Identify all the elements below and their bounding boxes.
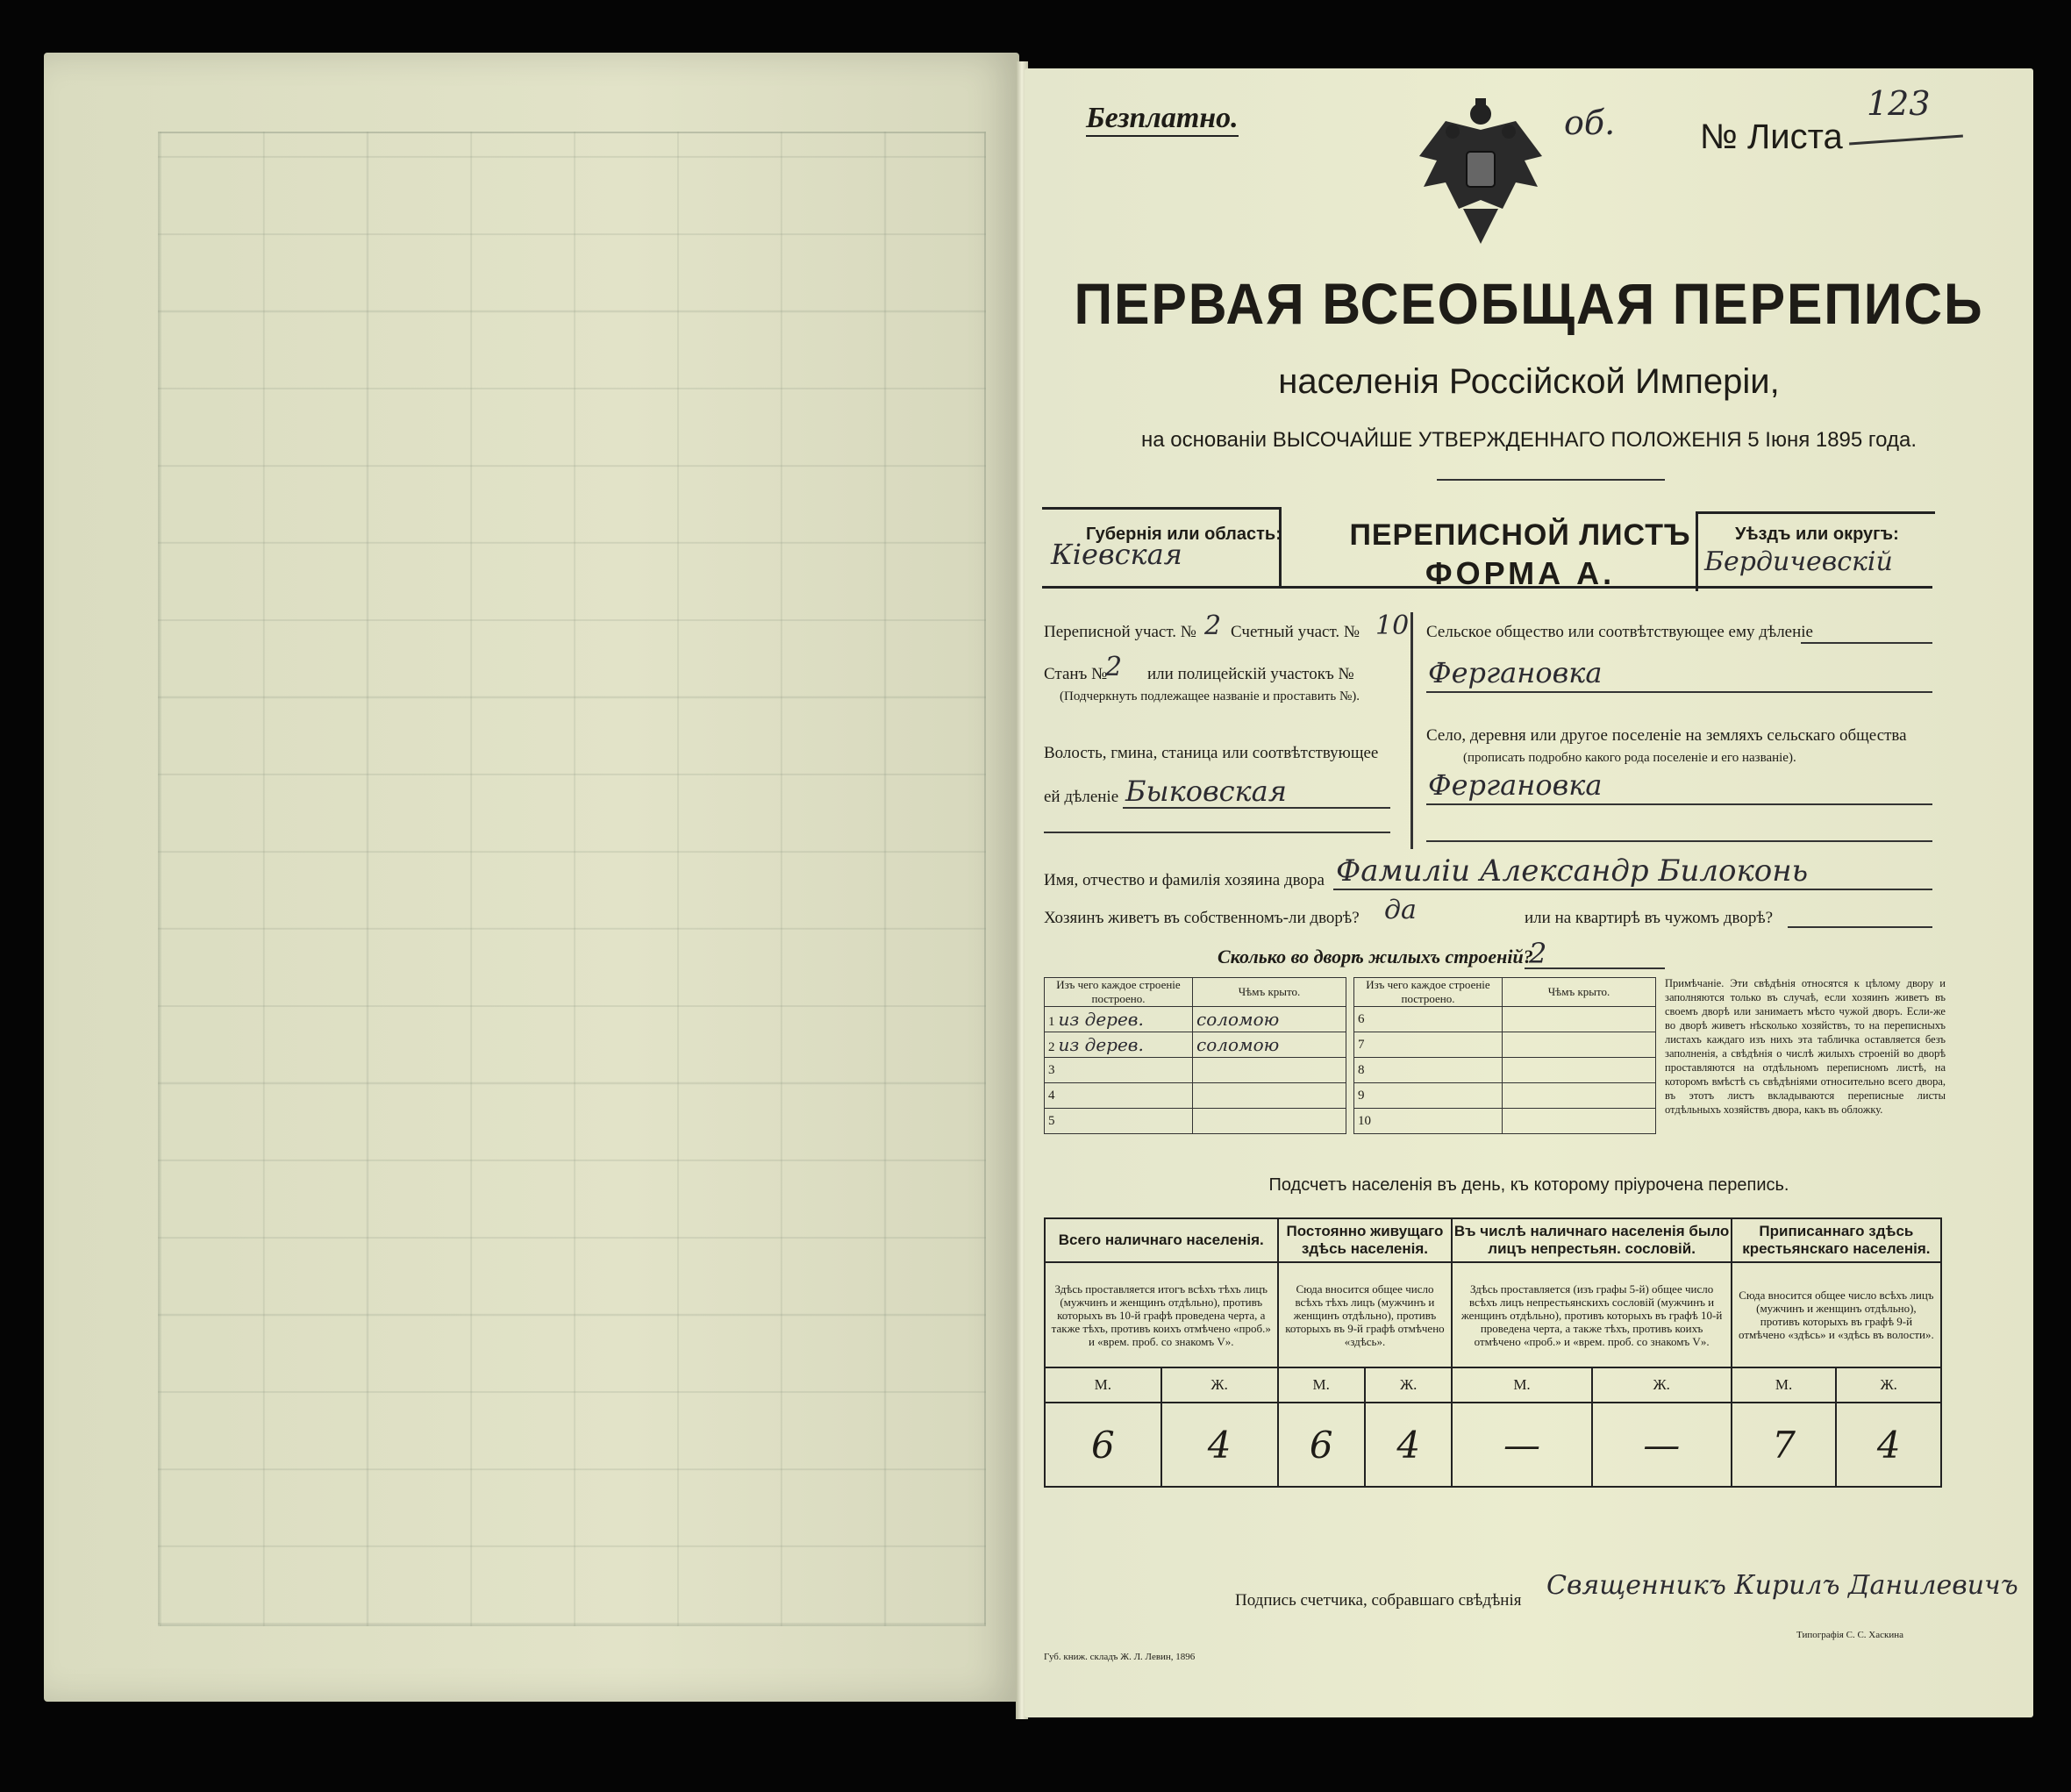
pop-registered-female: 4 bbox=[1836, 1403, 1941, 1487]
gubernia-label: Губернія или область: bbox=[1086, 525, 1282, 544]
signature-value: Священникъ Кирилъ Данилевичъ bbox=[1546, 1570, 2018, 1601]
pop-col-desc: Сюда вносится общее число всѣхъ лицъ (мужчинъ и женщинъ отдѣльно), противъ которыхъ въ графѣ 9-й отмѣчено «здѣсь» и «здѣсь въ волости». bbox=[1732, 1262, 1941, 1367]
sheet-number-handwritten: 123 bbox=[1867, 84, 1931, 123]
pop-resident-female: 4 bbox=[1365, 1403, 1452, 1487]
census-basis-line: на основаніи ВЫСОЧАЙШЕ УТВЕРЖДЕННАГО ПОЛОЖЕНІЯ 5 Іюня 1895 года. bbox=[1140, 428, 1917, 452]
housing-table-right bbox=[1353, 977, 1656, 1134]
pop-col-title: Въ числѣ наличнаго населенія было лицъ непрестьян. сословій. bbox=[1452, 1218, 1731, 1262]
pop-nonpeasant-male: — bbox=[1452, 1403, 1591, 1487]
housing-material: из дерев. bbox=[1058, 1009, 1144, 1030]
free-label: Безплатно. bbox=[1086, 102, 1239, 137]
owner-lives-label-2: или на квартирѣ въ чужомъ дворѣ? bbox=[1525, 909, 1774, 927]
male-label: М. bbox=[1452, 1367, 1591, 1403]
signature-label: Подпись счетчика, собравшаго свѣдѣнія bbox=[1235, 1591, 1522, 1610]
pop-col-desc: Здѣсь проставляется (изъ графы 5-й) общее число всѣхъ лицъ непрестьянскихъ сословій (мужчинъ и женщинъ отдѣльно), противъ которыхъ въ графѣ 10-й проведена черта, а также тѣхъ, противъ коихъ отмѣчено «проб.» и «врем. проб. со знакомъ V». bbox=[1452, 1262, 1731, 1367]
owner-name-underline bbox=[1333, 889, 1932, 890]
male-label: М. bbox=[1732, 1367, 1837, 1403]
uezd-label: Уѣздъ или округъ: bbox=[1735, 525, 1899, 544]
volost-underline bbox=[1123, 807, 1390, 809]
stan-note: (Подчеркнуть подлежащее названіе и проставить №). bbox=[1060, 689, 1360, 703]
list-title: ПЕРЕПИСНОЙ ЛИСТЪ bbox=[1349, 518, 1691, 552]
pop-nonpeasant-female: — bbox=[1592, 1403, 1732, 1487]
pop-col-title: Всего наличнаго населенія. bbox=[1045, 1218, 1278, 1262]
strike-line bbox=[1849, 134, 1963, 145]
obshchestvo-label-line bbox=[1801, 642, 1932, 644]
population-caption: Подсчетъ населенія въ день, къ которому пріурочена перепись. bbox=[1268, 1175, 1789, 1195]
housing-row: 1 из дерев. соломою bbox=[1045, 1007, 1346, 1032]
fields-divider bbox=[1410, 612, 1413, 849]
form-title bbox=[1288, 516, 1753, 593]
pop-total-male: 6 bbox=[1045, 1403, 1161, 1487]
housing-row: 6 bbox=[1354, 1007, 1656, 1032]
housing-row: 2 из дерев. соломою bbox=[1045, 1032, 1346, 1058]
volost-label: Волость, гмина, станица или соотвѣтствующее bbox=[1044, 744, 1379, 762]
owner-lives-label: Хозяинъ живетъ въ собственномъ-ли дворѣ? bbox=[1044, 909, 1360, 927]
housing-roof: соломою bbox=[1193, 1032, 1346, 1058]
volost-value: Быковская bbox=[1125, 775, 1287, 808]
pop-resident-male: 6 bbox=[1278, 1403, 1365, 1487]
population-table bbox=[1044, 1217, 1942, 1488]
stan-rest-label: или полицейскій участокъ № bbox=[1147, 665, 1354, 683]
female-label: Ж. bbox=[1161, 1367, 1278, 1403]
pop-col-desc: Здѣсь проставляется итогъ всѣхъ тѣхъ лицъ (мужчинъ и женщинъ отдѣльно), противъ которыхъ въ 10-й графѣ проведена черта, а также тѣхъ, противъ коихъ отмѣчено «проб.» и «врем. проб. со знакомъ V». bbox=[1045, 1262, 1278, 1367]
census-form-page bbox=[1025, 68, 2033, 1717]
selo-note: (прописать подробно какого рода поселеніе и его названіе). bbox=[1463, 751, 1796, 765]
left-page bbox=[44, 53, 1019, 1702]
selo-value: Фергановка bbox=[1428, 768, 1603, 802]
male-label: М. bbox=[1278, 1367, 1365, 1403]
obshchestvo-value: Фергановка bbox=[1428, 656, 1603, 689]
housing-col-roof: Чѣмъ крыто. bbox=[1193, 978, 1346, 1007]
housing-row: 8 bbox=[1354, 1058, 1656, 1083]
female-label: Ж. bbox=[1836, 1367, 1941, 1403]
selo-label: Село, деревня или другое поселеніе на земляхъ сельскаго общества bbox=[1426, 726, 1907, 745]
housing-row: 3 bbox=[1045, 1058, 1346, 1083]
housing-col-material: Изъ чего каждое строеніе построено. bbox=[1045, 978, 1193, 1007]
footer-right: Типографія С. С. Хаскина bbox=[1796, 1630, 1903, 1640]
housing-roof: соломою bbox=[1193, 1007, 1346, 1032]
header-bottom-line bbox=[1042, 586, 1932, 589]
obshchestvo-underline bbox=[1426, 691, 1932, 693]
stan-value: 2 bbox=[1105, 652, 1123, 682]
schetny-label: Счетный участ. № bbox=[1231, 623, 1360, 641]
housing-row: 7 bbox=[1354, 1032, 1656, 1058]
housing-row: 4 bbox=[1045, 1083, 1346, 1109]
sheet-prefix-handwritten: об. bbox=[1564, 104, 1616, 142]
buildings-label: Сколько во дворѣ жилыхъ строеній? bbox=[1218, 946, 1533, 967]
owner-lives-value: да bbox=[1384, 895, 1417, 925]
left-fields-bottom-line bbox=[1044, 832, 1390, 833]
housing-material: из дерев. bbox=[1058, 1034, 1144, 1055]
census-title: ПЕРВАЯ ВСЕОБЩАЯ ПЕРЕПИСЬ bbox=[1074, 271, 1984, 336]
perepisnoy-value: 2 bbox=[1204, 610, 1222, 641]
female-label: Ж. bbox=[1365, 1367, 1452, 1403]
pop-col-title: Постоянно живущаго здѣсь населенія. bbox=[1278, 1218, 1453, 1262]
buildings-value: 2 bbox=[1529, 937, 1547, 970]
uezd-value: Бердичевскій bbox=[1704, 546, 1893, 577]
housing-col-roof: Чѣмъ крыто. bbox=[1503, 978, 1656, 1007]
imperial-eagle-crest-icon bbox=[1410, 95, 1551, 253]
owner-name-label: Имя, отчество и фамилія хозяина двора bbox=[1044, 871, 1325, 889]
owner-lives-underline bbox=[1788, 926, 1932, 928]
buildings-underline bbox=[1525, 967, 1665, 969]
housing-row: 10 bbox=[1354, 1109, 1656, 1134]
selo-underline-2 bbox=[1426, 840, 1932, 842]
footer-left: Губ. книж. складъ Ж. Л. Левин, 1896 bbox=[1044, 1652, 1196, 1662]
pop-registered-male: 7 bbox=[1732, 1403, 1837, 1487]
pop-col-title: Приписаннаго здѣсь крестьянскаго населенія. bbox=[1732, 1218, 1941, 1262]
housing-row: 9 bbox=[1354, 1083, 1656, 1109]
male-label: М. bbox=[1045, 1367, 1161, 1403]
pop-col-desc: Сюда вносится общее число всѣхъ тѣхъ лицъ (мужчинъ и женщинъ отдѣльно), противъ которыхъ въ 9-й графѣ отмѣчено «здѣсь». bbox=[1278, 1262, 1453, 1367]
selo-underline bbox=[1426, 803, 1932, 805]
separator-line bbox=[1437, 479, 1665, 481]
volost-label-2: ей дѣленіе bbox=[1044, 788, 1119, 806]
housing-col-material: Изъ чего каждое строеніе построено. bbox=[1354, 978, 1503, 1007]
perepisnoy-label: Переписной участ. № bbox=[1044, 623, 1196, 641]
census-subtitle: населенія Россійской Имперіи, bbox=[1278, 362, 1780, 401]
form-a-title: ФОРМА А. bbox=[1425, 555, 1616, 591]
gubernia-value: Кіевская bbox=[1051, 538, 1182, 571]
housing-note: Примѣчаніе. Эти свѣдѣнія относятся к цѣлому двору и заполняются только въ случаѣ, если хозяинъ живетъ въ своемъ дворѣ или занимаетъ мѣсто чужой дворъ. Если-же во дворѣ живетъ нѣсколько хозяйствъ, то на переписныхъ листахъ каждаго изъ нихъ эта табличка оставляется безъ заполненія, а свѣдѣнія о числѣ жилыхъ строеній во дворѣ проставляются на отдѣльномъ переписномъ листѣ, на которомъ вмѣстѣ съ свѣдѣніями относительно всего двора, въ этотъ листъ вкладываются переписные листы отдѣльныхъ хозяйствъ двора, какъ въ обложку. bbox=[1665, 977, 1946, 1116]
housing-table-left bbox=[1044, 977, 1346, 1134]
female-label: Ж. bbox=[1592, 1367, 1732, 1403]
stan-label: Станъ № bbox=[1044, 665, 1108, 683]
pop-total-female: 4 bbox=[1161, 1403, 1278, 1487]
obshchestvo-label: Сельское общество или соотвѣтствующее ему дѣленіе bbox=[1426, 623, 1813, 641]
schetny-value: 10 bbox=[1375, 610, 1410, 641]
housing-row: 5 bbox=[1045, 1109, 1346, 1134]
owner-name-value: Фамиліи Александр Билоконь bbox=[1336, 853, 1809, 889]
sheet-number-label: № Листа bbox=[1700, 118, 1843, 156]
left-page-faded-grid bbox=[158, 132, 986, 1626]
